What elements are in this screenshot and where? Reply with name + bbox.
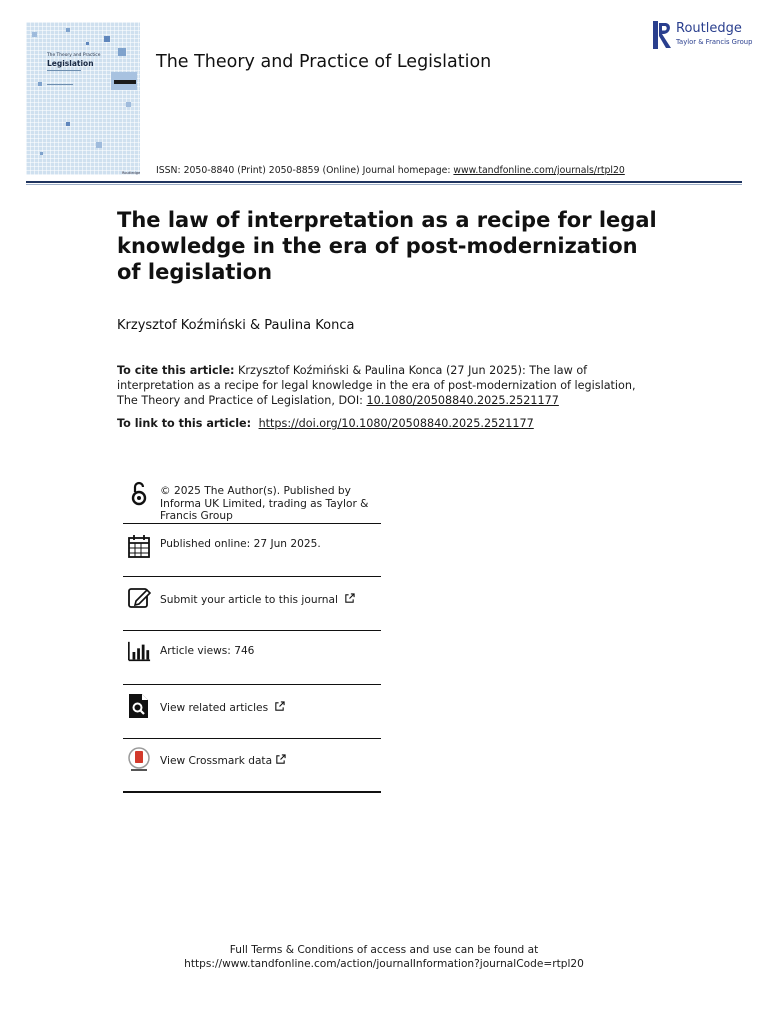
submit-row[interactable] bbox=[123, 577, 381, 631]
cover-text-line bbox=[47, 84, 73, 85]
article-title: The law of interpretation as a recipe for legal knowledge in the era of post-modernization of legislation bbox=[117, 208, 657, 284]
issn-text: ISSN: 2050-8840 (Print) 2050-8859 (Online) Journal homepage: bbox=[156, 165, 454, 176]
issn-line bbox=[156, 165, 625, 176]
terms-footer bbox=[0, 943, 768, 971]
calendar-icon bbox=[127, 533, 151, 559]
article-views-text: Article views: 746 bbox=[160, 645, 255, 657]
cover-publisher-mark: Routledge bbox=[122, 171, 140, 175]
terms-url[interactable]: https://www.tandfonline.com/action/journalInformation?journalCode=rtpl20 bbox=[184, 958, 584, 970]
article-authors: Krzysztof Koźmiński & Paulina Konca bbox=[117, 318, 355, 333]
cover-small-title: The Theory and Practice bbox=[47, 53, 101, 58]
citation-text: Krzysztof Koźmiński & Paulina Konca (27 Jun 2025): The law of interpretation as a recipe for legal knowledge in the era of post-modernization of legislation, The Theory and Practice of Legislation, DOI: bbox=[117, 364, 636, 407]
open-access-text: © 2025 The Author(s). Published by Informa UK Limited, trading as Taylor & Francis Group bbox=[160, 485, 369, 522]
link-label: To link to this article: bbox=[117, 417, 255, 430]
citation-doi-link[interactable]: 10.1080/20508840.2025.2521177 bbox=[366, 394, 559, 407]
publisher-name: Routledge bbox=[676, 21, 742, 36]
published-date-text: Published online: 27 Jun 2025. bbox=[160, 538, 321, 550]
related-row[interactable] bbox=[123, 685, 381, 739]
crossmark-row[interactable] bbox=[123, 739, 381, 793]
cover-bar bbox=[114, 80, 136, 84]
crossmark-text: View Crossmark data bbox=[160, 755, 273, 767]
article-link-line bbox=[117, 417, 534, 430]
header-divider bbox=[26, 181, 742, 183]
publisher-subline: Taylor & Francis Group bbox=[676, 38, 753, 46]
header-divider-thin bbox=[26, 184, 742, 185]
citation-block bbox=[117, 363, 657, 408]
external-link-icon bbox=[275, 754, 286, 765]
citation-label: To cite this article: bbox=[117, 364, 235, 377]
open-access-icon bbox=[127, 480, 151, 506]
article-info-box bbox=[123, 476, 381, 793]
external-link-icon bbox=[274, 701, 285, 712]
edit-article-icon bbox=[127, 585, 151, 611]
related-articles-icon bbox=[127, 693, 151, 719]
crossmark-icon bbox=[127, 747, 151, 773]
submit-article-link[interactable] bbox=[160, 593, 382, 607]
journal-homepage-link[interactable]: www.tandfonline.com/journals/rtpl20 bbox=[453, 165, 625, 176]
journal-cover-image bbox=[26, 22, 140, 175]
open-access-row bbox=[123, 476, 381, 524]
article-doi-url[interactable]: https://doi.org/10.1080/20508840.2025.2521177 bbox=[258, 417, 534, 430]
published-row bbox=[123, 524, 381, 577]
related-articles-link[interactable] bbox=[160, 701, 382, 715]
external-link-icon bbox=[344, 593, 355, 604]
related-articles-text: View related articles bbox=[160, 702, 269, 714]
crossmark-link[interactable] bbox=[160, 754, 382, 768]
routledge-logo-icon bbox=[653, 21, 673, 49]
views-row bbox=[123, 631, 381, 685]
submit-article-text: Submit your article to this journal bbox=[160, 594, 338, 606]
cover-text-line bbox=[47, 70, 81, 71]
cover-main-title: Legislation bbox=[47, 59, 94, 68]
journal-title[interactable]: The Theory and Practice of Legislation bbox=[156, 52, 492, 72]
bar-chart-icon bbox=[127, 639, 151, 665]
terms-line: Full Terms & Conditions of access and use can be found at bbox=[229, 944, 539, 956]
